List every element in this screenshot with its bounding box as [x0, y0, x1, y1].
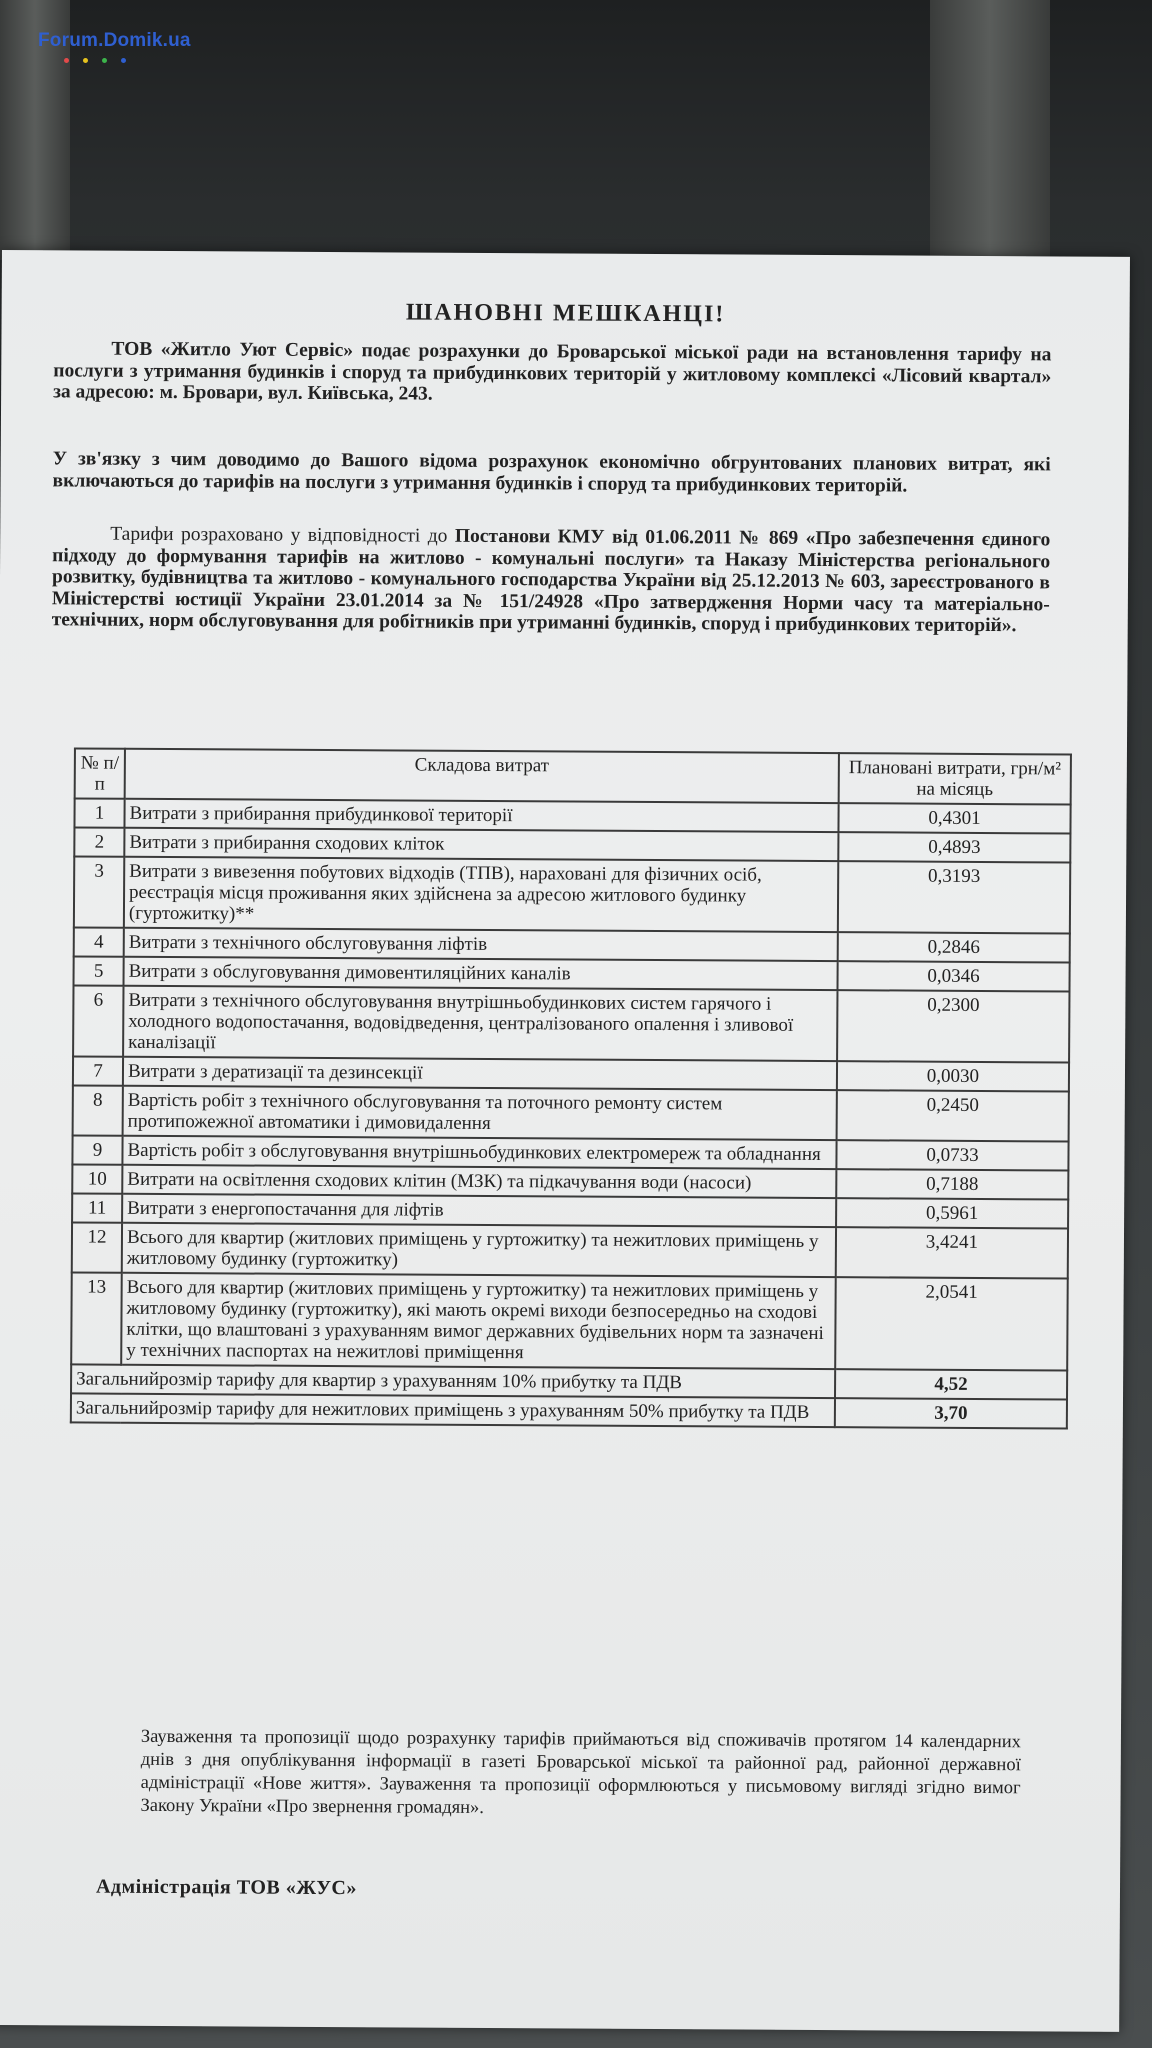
- row-value: 0,4893: [838, 832, 1070, 862]
- signature: Адміністрація ТОВ «ЖУС»: [95, 1875, 357, 1900]
- row-value: 0,2846: [838, 932, 1070, 962]
- intro-paragraph: [53, 338, 1051, 409]
- row-value: 3,4241: [836, 1227, 1068, 1278]
- row-item: Витрати з прибирання прибудинкової території: [124, 799, 838, 832]
- second-paragraph: [53, 448, 1051, 497]
- watermark-dot: [64, 58, 69, 63]
- row-value: 0,7188: [836, 1169, 1068, 1199]
- table-row: [73, 985, 1069, 1062]
- row-item: Витрати з вивезення побутових відходів (ТПВ), нараховані для фізичних осіб, реєстрація місця проживання яких здійснена за адресою житлового будинку (гуртожитку)**: [124, 857, 838, 932]
- row-number: 13: [71, 1272, 122, 1364]
- notes-paragraph: Зауваження та пропозиції щодо розрахунку тарифів приймаються від споживачів протягом 14 календарних днів з дня опублікування інформації в газеті Броварської міської та районної рад, районної державної адміністрації «Нове життя». Зауваження та пропозиції оформлюються у письмовому вигляді згідно вимог Закону України «Про звернення громадян».: [140, 1726, 1021, 1818]
- header-item: Складова витрат: [125, 749, 839, 803]
- watermark-text: Forum.Domik.ua: [38, 30, 191, 51]
- row-number: 3: [74, 856, 124, 927]
- row-item: Вартість робіт з технічного обслуговування та поточного ремонту систем протипожежної автоматики і димовидалення: [123, 1086, 837, 1140]
- basis-text: Постанови КМУ від 01.06.2011 № 869 «Про забезпечення єдиного підходу до формування тарифів на житлово - комунальні послуги» та Наказу Міністерства регіонального розвитку, будівництва та житлово - комунального господарства України від 25.12.2013 № 603, зареєстрованого в Міністерстві юстиції України 23.01.2014 за № 151/24928 «Про затвердження Норми часу та матеріально-технічних, норм обслуговування для робітників при утриманні будинків, споруд і прибудинкових територій».: [51, 525, 1051, 637]
- total-row: [71, 1393, 1067, 1428]
- row-item: Всього для квартир (житлових приміщень у гуртожитку) та нежитлових приміщень у житловому будинку (гуртожитку), які мають окремі виходи безпосередньо на сходові клітки, що влаштовані з урахуванням вимог державних будівельних норм та зазначені у технічних паспортах на нежитлові приміщення: [121, 1273, 836, 1369]
- row-value: 0,4301: [838, 803, 1070, 833]
- row-item: Витрати на освітлення сходових клітин (МЗК) та підкачування води (насоси): [122, 1165, 836, 1198]
- row-value: 0,0346: [837, 961, 1069, 991]
- watermark-dot: [102, 58, 107, 63]
- watermark-dot: [83, 58, 88, 63]
- row-value: 2,0541: [835, 1277, 1068, 1370]
- table-row: [73, 1085, 1069, 1141]
- table-row: [74, 856, 1070, 933]
- header-number: № п/п: [75, 748, 125, 798]
- row-number: 8: [73, 1085, 123, 1135]
- company-name: ТОВ «Житло Уют Сервіс»: [111, 338, 354, 362]
- intro-text: подає розрахунки до Броварської міської ради на встановлення тарифу на послуги з утримання будинків і споруд та прибудинкових територій у житловому комплексі «Лісовий квартал» за адресою: м. Бровари, вул. Київська, 243.: [53, 340, 1052, 405]
- basis-lead: Тарифи розраховано у відповідності до: [110, 523, 448, 547]
- row-item: Витрати з прибирання сходових кліток: [124, 828, 838, 861]
- watermark-dots: [64, 58, 126, 63]
- background-frame-right: [930, 0, 1050, 260]
- row-number: 6: [73, 985, 123, 1056]
- total-value: 4,52: [835, 1369, 1067, 1399]
- second-text: У зв'язку з чим доводимо до Вашого відома розрахунок економічно обгрунтованих планових витрат, які включаються до тарифів на послуги з утримання будинків і споруд та прибудинкових територій.: [52, 448, 1051, 497]
- table-row: [72, 1222, 1068, 1278]
- row-number: 12: [72, 1222, 122, 1272]
- total-label: Загальнийрозмір тарифу для квартир з урахуванням 10% прибутку та ПДВ: [71, 1364, 835, 1398]
- row-value: 0,5961: [836, 1198, 1068, 1228]
- row-item: Витрати з енергопостачання для ліфтів: [122, 1194, 836, 1227]
- row-value: 0,2300: [837, 990, 1069, 1062]
- row-item: Витрати з технічного обслуговування внутрішньобудинкових систем гарячого і холодного водопостачання, водовідведення, централізованого опалення і зливової каналізації: [123, 986, 837, 1061]
- row-item: Витрати з обслуговування димовентиляційних каналів: [124, 957, 838, 990]
- total-label: Загальнийрозмір тарифу для нежитлових приміщень з урахуванням 50% прибутку та ПДВ: [71, 1393, 835, 1427]
- row-value: 0,3193: [838, 861, 1070, 933]
- row-number: 7: [73, 1056, 123, 1085]
- row-number: 4: [74, 927, 124, 956]
- notice-sheet: [0, 250, 1130, 2032]
- row-value: 0,2450: [837, 1090, 1069, 1141]
- watermark-dot: [121, 58, 126, 63]
- table-row: [71, 1272, 1068, 1370]
- basis-paragraph: [52, 523, 1051, 637]
- notice-title: ШАНОВНІ МЕШКАНЦІ!: [405, 299, 726, 328]
- row-item: Вартість робіт з обслуговування внутрішньобудинкових електромереж та обладнання: [122, 1136, 836, 1169]
- row-number: 11: [72, 1193, 122, 1222]
- tariff-table: [70, 747, 1072, 1429]
- row-number: 1: [74, 798, 124, 827]
- total-value: 3,70: [835, 1398, 1067, 1428]
- row-item: Витрати з технічного обслуговування ліфтів: [124, 928, 838, 961]
- table-header-row: [75, 748, 1071, 804]
- row-number: 2: [74, 827, 124, 856]
- row-number: 5: [74, 956, 124, 985]
- row-number: 10: [72, 1164, 122, 1193]
- row-number: 9: [72, 1135, 122, 1164]
- row-value: 0,0733: [836, 1140, 1068, 1170]
- row-value: 0,0030: [837, 1061, 1069, 1091]
- row-item: Всього для квартир (житлових приміщень у гуртожитку) та нежитлових приміщень у житловому будинку (гуртожитку): [122, 1223, 836, 1277]
- header-value: Плановані витрати, грн/м² на місяць: [839, 753, 1071, 804]
- row-item: Витрати з дератизації та дезинсекції: [123, 1057, 837, 1090]
